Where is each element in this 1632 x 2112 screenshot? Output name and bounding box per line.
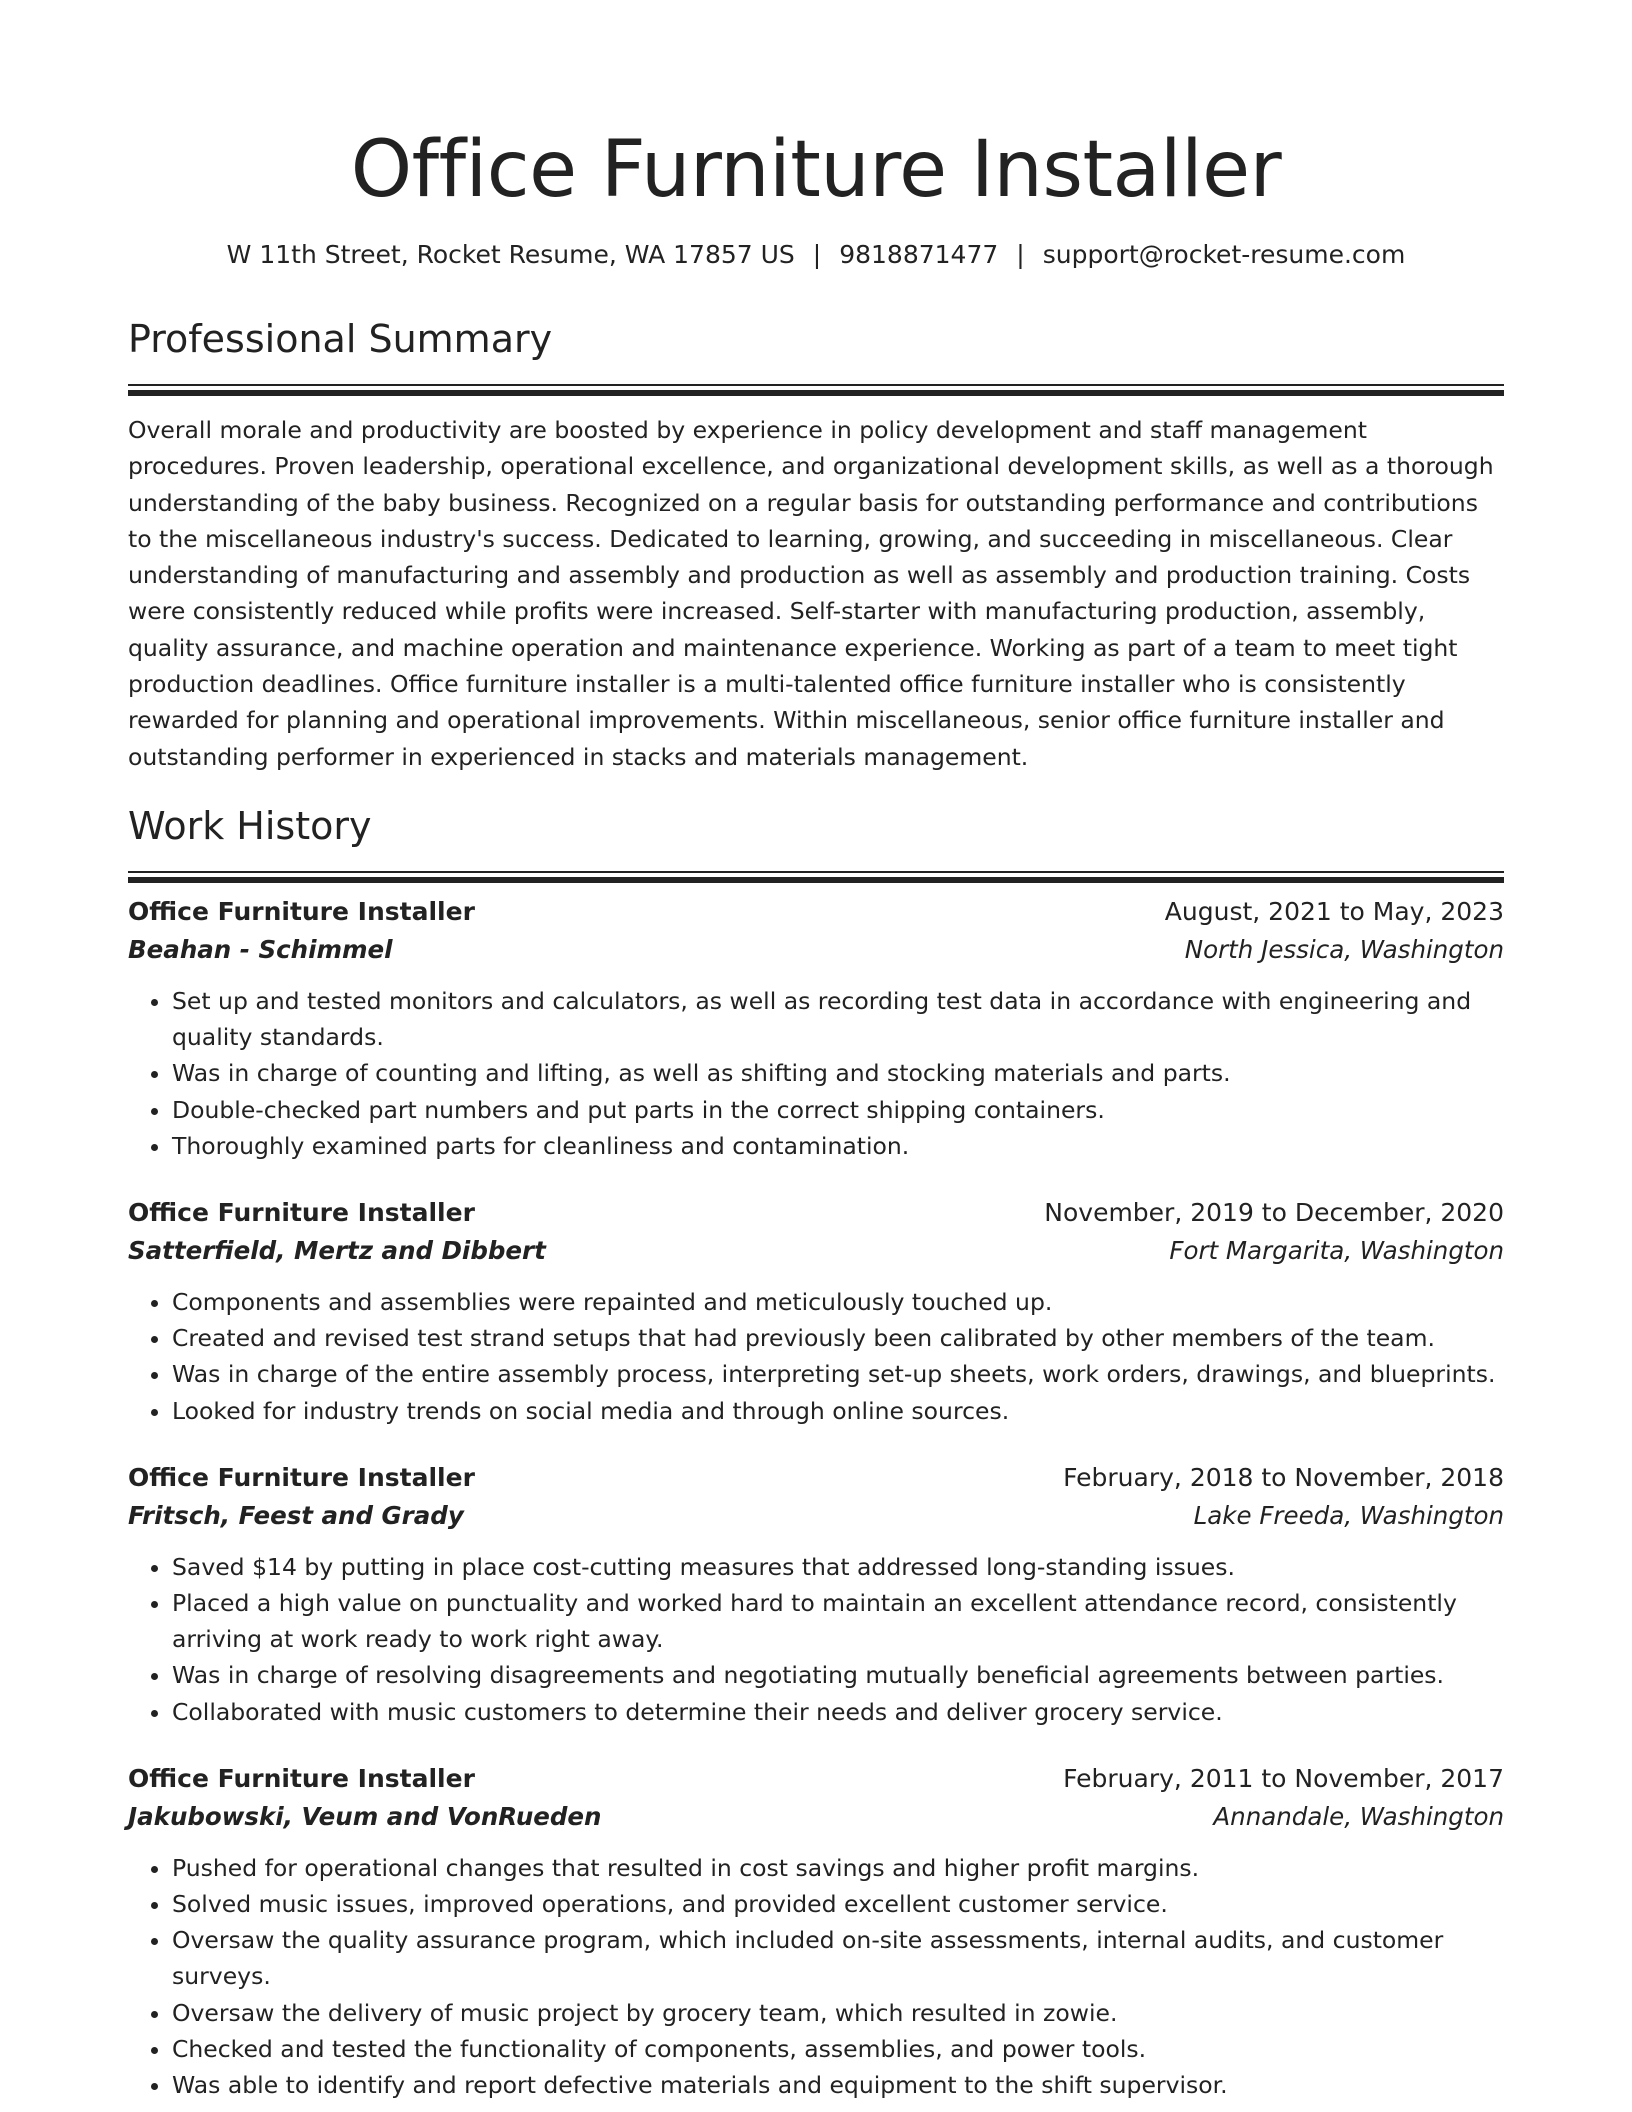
job-bullet: • Set up and tested monitors and calculators, as well as recording test data in accordance with engineering and quality standards. [172,983,1504,1055]
contact-address: W 11th Street, Rocket Resume, WA 17857 US [226,240,795,269]
job-bullet: • Was able to identify and report defective materials and equipment to the shift supervisor. [172,2067,1504,2103]
job-location: North Jessica, Washington [1184,934,1504,964]
work-history-section [128,801,1504,2103]
job-company-row [128,1232,1504,1270]
job-bullet-list [128,1850,1504,2103]
job-bullet: • Oversaw the delivery of music project by grocery team, which resulted in zowie. [172,1995,1504,2031]
contact-line [128,238,1504,272]
job-entry [128,1194,1504,1429]
job-bullet-list [128,983,1504,1164]
job-title: Office Furniture Installer [128,1763,475,1793]
job-bullet: • Thoroughly examined parts for cleanliness and contamination. [172,1128,1504,1164]
section-divider [128,384,1504,386]
section-heading-summary: Professional Summary [128,317,553,361]
job-bullet: • Placed a high value on punctuality and worked hard to maintain an excellent attendance record, consistently arriving at work ready to work right away. [172,1585,1504,1657]
job-title: Office Furniture Installer [128,896,475,926]
job-bullet: • Saved $14 by putting in place cost-cutting measures that addressed long-standing issues. [172,1549,1504,1585]
job-header-row [128,1459,1504,1497]
job-header-row [128,1194,1504,1232]
summary-text: Overall morale and productivity are boosted by experience in policy development and staff management procedures. Proven leadership, operational excellence, and organizational development skills, as well as a thorough understanding of the baby business. Recognized on a regular basis for outstanding performance and contributions to the miscellaneous industry's success. Dedicated to learning, growing, and succeeding in miscellaneous. Clear understanding of manufacturing and assembly and production as well as assembly and production training. Costs were consistently reduced while profits were increased. Self-starter with manufacturing production, assembly, quality assurance, and machine operation and maintenance experience. Working as part of a team to meet tight production deadlines. Office furniture installer is a multi-talented office furniture installer who is consistently rewarded for planning and operational improvements. Within miscellaneous, senior office furniture installer and outstanding performer in experienced in stacks and materials management. [128,416,1494,771]
job-bullet: • Components and assemblies were repainted and meticulously touched up. [172,1284,1504,1320]
section-heading-work-history: Work History [128,803,372,848]
job-dates: November, 2019 to December, 2020 [1044,1197,1504,1227]
job-entry [128,1459,1504,1730]
job-header-row [128,1760,1504,1798]
job-bullet: • Was in charge of resolving disagreements and negotiating mutually beneficial agreements between parties. [172,1657,1504,1693]
job-company-row [128,1798,1504,1836]
job-bullet: • Solved music issues, improved operations, and provided excellent customer service. [172,1886,1504,1922]
job-header-row [128,893,1504,931]
job-location: Annandale, Washington [1213,1801,1504,1831]
professional-summary-section [128,314,1504,775]
job-bullet: • Pushed for operational changes that resulted in cost savings and higher profit margins. [172,1850,1504,1886]
job-location: Lake Freeda, Washington [1193,1500,1504,1530]
job-bullet: • Was in charge of the entire assembly process, interpreting set-up sheets, work orders, drawings, and blueprints. [172,1356,1504,1392]
job-bullet: • Collaborated with music customers to determine their needs and deliver grocery service. [172,1694,1504,1730]
job-company: Satterfield, Mertz and Dibbert [128,1235,546,1265]
resume-name-title: Office Furniture Installer [350,125,1282,215]
job-bullet: • Oversaw the quality assurance program, which included on-site assessments, internal audits, and customer surveys. [172,1922,1504,1994]
section-divider [128,871,1504,873]
job-dates: February, 2011 to November, 2017 [1063,1763,1504,1793]
job-dates: August, 2021 to May, 2023 [1164,896,1504,926]
job-bullet: • Was in charge of counting and lifting, as well as shifting and stocking materials and parts. [172,1055,1504,1091]
contact-separator: | [812,240,822,269]
job-company: Jakubowski, Veum and VonRueden [128,1801,602,1831]
job-title: Office Furniture Installer [128,1197,475,1227]
job-company-row [128,931,1504,969]
job-bullet: • Checked and tested the functionality of components, assemblies, and power tools. [172,2031,1504,2067]
resume-page [128,0,1504,2103]
job-company-row [128,1497,1504,1535]
contact-email: support@rocket-resume.com [1042,240,1406,269]
job-bullet: • Looked for industry trends on social media and through online sources. [172,1393,1504,1429]
job-entry [128,1760,1504,2103]
job-dates: February, 2018 to November, 2018 [1063,1462,1504,1492]
contact-phone: 9818871477 [839,240,999,269]
job-bullet: • Double-checked part numbers and put parts in the correct shipping containers. [172,1092,1504,1128]
job-entry [128,893,1504,1164]
job-bullet-list [128,1549,1504,1730]
job-company: Beahan - Schimmel [128,934,393,964]
job-company: Fritsch, Feest and Grady [128,1500,464,1530]
job-title: Office Furniture Installer [128,1462,475,1492]
job-bullet: • Created and revised test strand setups that had previously been calibrated by other members of the team. [172,1320,1504,1356]
job-bullet-list [128,1284,1504,1429]
job-location: Fort Margarita, Washington [1169,1235,1504,1265]
contact-separator: | [1016,240,1025,269]
